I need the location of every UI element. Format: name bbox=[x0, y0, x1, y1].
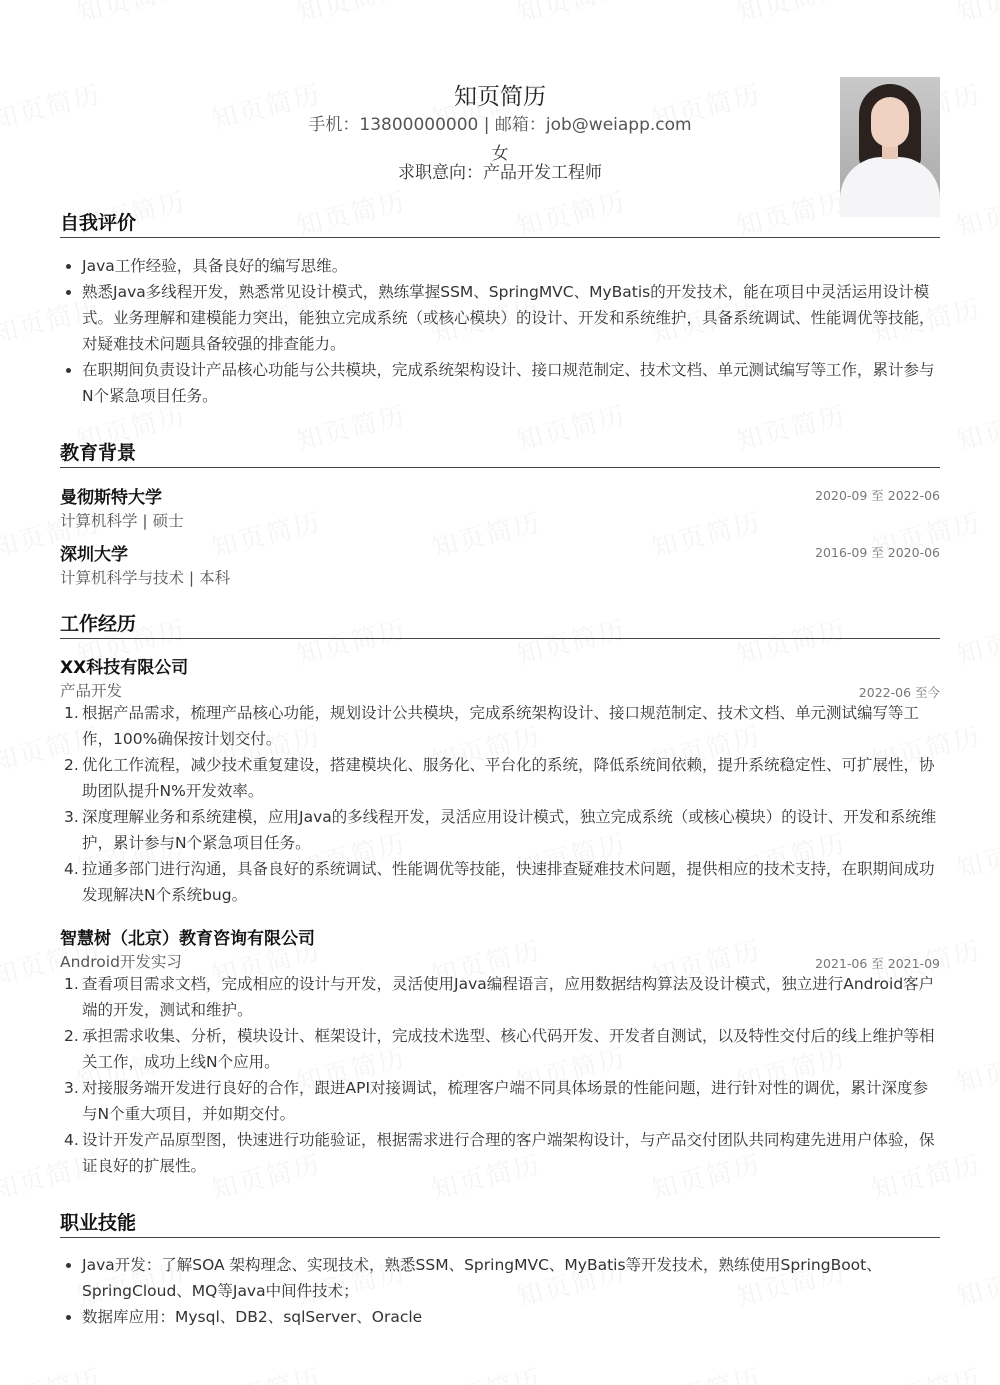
watermark-text bbox=[952, 0, 1000, 30]
section-title-education: 教育背景 bbox=[60, 438, 940, 468]
company-name: 智慧树（北京）教育咨询有限公司 bbox=[60, 929, 315, 949]
profile-photo bbox=[840, 77, 940, 217]
date-range: 2022-06 至今 bbox=[858, 685, 940, 700]
list-item: 1. 根据产品需求，梳理产品核心功能，规划设计公共模块，完成系统架构设计、接口规范制定、技术文档、单元测试编写等工作，100%确保按计划交付。 bbox=[64, 704, 920, 748]
date-range: 2020-09 至 2022-06 bbox=[815, 488, 940, 503]
date-range: 2016-09 至 2020-06 bbox=[815, 545, 940, 560]
school-name: 曼彻斯特大学 bbox=[60, 488, 162, 508]
watermark-text bbox=[952, 609, 1000, 672]
list-item: 4. 拉通多部门进行沟通，具备良好的系统调试、性能调优等技能，快速排查疑难技术问题，提供相应的技术支持，在职期间成功发现解决N个系统bug。 bbox=[64, 860, 935, 904]
list-item: 在职期间负责设计产品核心功能与公共模块，完成系统架构设计、接口规范制定、技术文档、单元测试编写等工作，累计参与N个紧急项目任务。 bbox=[60, 357, 940, 409]
list-item: 2. 承担需求收集、分析，模块设计、框架设计，完成技术选型、核心代码开发、开发者自测试，以及特性交付后的线上维护等相关工作，成功上线N个应用。 bbox=[64, 1027, 935, 1071]
watermark-text bbox=[427, 502, 545, 565]
watermark-text bbox=[0, 1358, 105, 1385]
self-eval-list bbox=[60, 253, 940, 409]
skills-list bbox=[60, 1252, 940, 1330]
school-name: 深圳大学 bbox=[60, 545, 128, 565]
degree-info: 计算机科学与技术 | 本科 bbox=[60, 569, 231, 587]
watermark-text bbox=[647, 1358, 765, 1385]
watermark-text bbox=[952, 823, 1000, 886]
company-name: XX科技有限公司 bbox=[60, 658, 189, 678]
watermark-text bbox=[952, 181, 1000, 244]
date-range: 2021-06 至 2021-09 bbox=[815, 956, 940, 971]
candidate-name: 知页简历 bbox=[454, 84, 546, 110]
section-title-skills: 职业技能 bbox=[60, 1208, 940, 1238]
watermark-text bbox=[867, 1358, 985, 1385]
watermark-text bbox=[952, 395, 1000, 458]
list-item: 数据库应用：Mysql、DB2、sqlServer、Oracle bbox=[60, 1304, 940, 1330]
watermark-text bbox=[647, 502, 765, 565]
watermark-text bbox=[427, 1358, 545, 1385]
list-item: 3. 深度理解业务和系统建模，应用Java的多线程开发，灵活应用设计模式，独立完成系统（或核心模块）的设计、开发和系统维护，累计参与N个紧急项目任务。 bbox=[64, 808, 937, 852]
work-duties-list bbox=[60, 700, 940, 908]
job-role: 产品开发 bbox=[60, 682, 123, 700]
resume-page bbox=[60, 0, 940, 1326]
section-title-work: 工作经历 bbox=[60, 609, 940, 639]
gender: 女 bbox=[491, 144, 509, 164]
watermark-text bbox=[952, 1037, 1000, 1100]
degree-info: 计算机科学 | 硕士 bbox=[60, 512, 184, 530]
contact-info: 手机：13800000000 | 邮箱：job@weiapp.com bbox=[308, 115, 692, 135]
list-item: 2. 优化工作流程，减少技术重复建设，搭建模块化、服务化、平台化的系统，降低系统间依赖，提升系统稳定性、可扩展性，协助团队提升N%开发效率。 bbox=[64, 756, 935, 800]
watermark-text bbox=[952, 1251, 1000, 1314]
list-item: 3. 对接服务端开发进行良好的合作，跟进API对接调试，梳理客户端不同具体场景的性能问题，进行针对性的调优，累计深度参与N个重大项目，并如期交付。 bbox=[64, 1079, 929, 1123]
watermark-text bbox=[207, 502, 325, 565]
list-item: 熟悉Java多线程开发，熟悉常见设计模式，熟练掌握SSM、SpringMVC、MyBatis的开发技术，能在项目中灵活运用设计模式。业务理解和建模能力突出，能独立完成系统（或核心模块）的设计、开发和系统维护，具备系统调试、性能调优等技能，对疑难技术问题具备较强的排查能力。 bbox=[60, 279, 940, 357]
list-item: 4. 设计开发产品原型图，快速进行功能验证，根据需求进行合理的客户端架构设计，与产品交付团队共同构建先进用户体验，保证良好的扩展性。 bbox=[64, 1131, 935, 1175]
resume-header bbox=[60, 0, 940, 232]
job-role: Android开发实习 bbox=[60, 953, 182, 971]
job-intent: 求职意向：产品开发工程师 bbox=[398, 163, 602, 183]
section-title-self-eval: 自我评价 bbox=[60, 208, 940, 238]
watermark-text bbox=[207, 1358, 325, 1385]
work-duties-list bbox=[60, 971, 940, 1179]
list-item: Java开发：了解SOA 架构理念、实现技术，熟悉SSM、SpringMVC、MyBatis等开发技术，熟练使用SpringBoot、SpringCloud、MQ等Java中间件技术； bbox=[60, 1252, 940, 1304]
list-item: Java工作经验，具备良好的编写思维。 bbox=[60, 253, 940, 279]
list-item: 1. 查看项目需求文档，完成相应的设计与开发，灵活使用Java编程语言，应用数据结构算法及设计模式，独立进行Android客户端的开发，测试和维护。 bbox=[64, 975, 935, 1019]
